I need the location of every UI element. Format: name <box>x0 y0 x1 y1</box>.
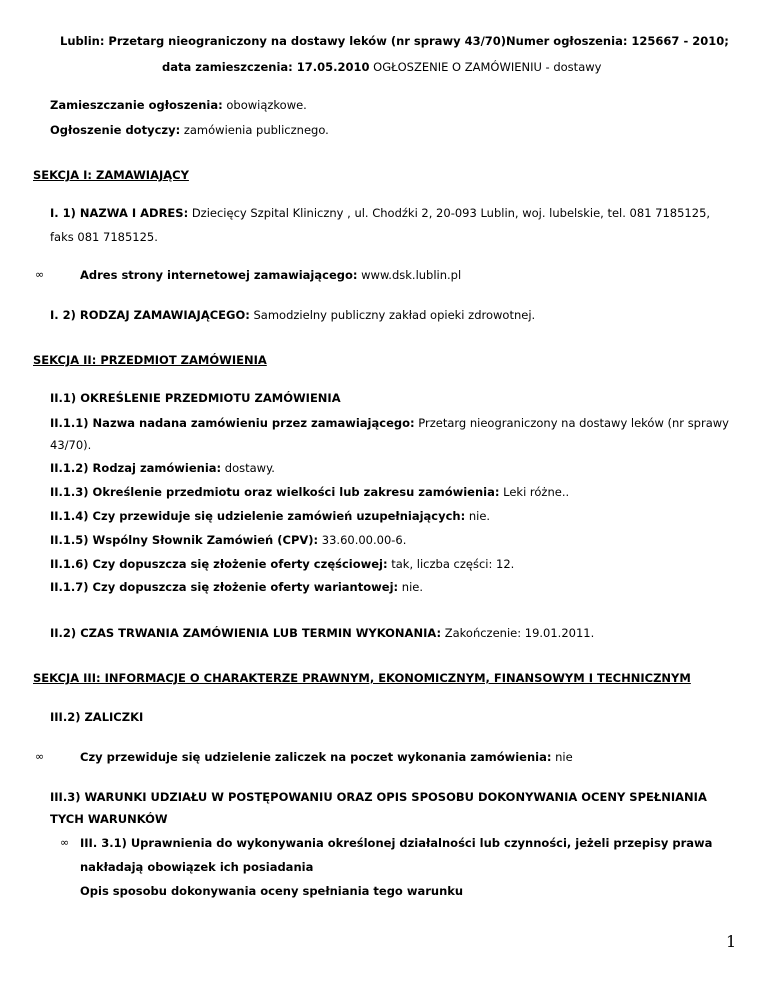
subject-item: II.1.3) Określenie przedmiotu oraz wielkości lub zakresu zamówienia: Leki różne.. <box>50 485 570 499</box>
subject-item-cont: 43/70). <box>50 438 92 452</box>
subject-item: II.1.5) Wspólny Słownik Zamówień (CPV): 33.60.00.00-6. <box>50 533 407 547</box>
condition-1-line: III. 3.1) Uprawnienia do wykonywania określonej działalności lub czynności, jeżeli przepisy prawa <box>80 836 713 850</box>
duration-line: II.2) CZAS TRWANIA ZAMÓWIENIA LUB TERMIN WYKONANIA: Zakończenie: 19.01.2011. <box>50 626 595 640</box>
page-number: 1 <box>726 932 737 951</box>
section1-heading: SEKCJA I: ZAMAWIAJĄCY <box>33 168 189 182</box>
name-address-line: I. 1) NAZWA I ADRES: Dziecięcy Szpital Kliniczny , ul. Chodźki 2, 20-093 Lublin, woj. lubelskie, tel. 081 7185125, <box>50 206 711 220</box>
condition-1-assessment: Opis sposobu dokonywania oceny spełniania tego warunku <box>80 884 464 898</box>
bullet-icon: ∞ <box>35 268 45 281</box>
subject-item: II.1.1) Nazwa nadana zamówieniu przez zamawiającego: Przetarg nieograniczony na dostawy leków (nr sprawy <box>50 416 729 430</box>
condition-1-line-2: nakładają obowiązek ich posiadania <box>80 860 314 874</box>
conditions-heading: III.3) WARUNKI UDZIAŁU W POSTĘPOWANIU ORAZ OPIS SPOSOBU DOKONYWANIA OCENY SPEŁNIANIA <box>50 790 707 804</box>
doc-title: Lublin: Przetarg nieograniczony na dostawy leków (nr sprawy 43/70)Numer ogłoszenia: 125667 - 2010; <box>60 34 729 48</box>
buyer-type-line: I. 2) RODZAJ ZAMAWIAJĄCEGO: Samodzielny publiczny zakład opieki zdrowotnej. <box>50 308 536 322</box>
subject-item: II.1.4) Czy przewiduje się udzielenie zamówień uzupełniających: nie. <box>50 509 491 523</box>
bullet-icon: ∞ <box>35 750 45 763</box>
concerns-line: Ogłoszenie dotyczy: zamówienia publicznego. <box>50 123 329 137</box>
obligatory-line: Zamieszczanie ogłoszenia: obowiązkowe. <box>50 98 307 112</box>
website-line: Adres strony internetowej zamawiającego: www.dsk.lublin.pl <box>80 268 462 282</box>
subject-item: II.1.6) Czy dopuszcza się złożenie oferty częściowej: tak, liczba części: 12. <box>50 557 515 571</box>
advances-heading: III.2) ZALICZKI <box>50 710 144 724</box>
advances-line: Czy przewiduje się udzielenie zaliczek na poczet wykonania zamówienia: nie <box>80 750 573 764</box>
subject-heading: II.1) OKREŚLENIE PRZEDMIOTU ZAMÓWIENIA <box>50 391 341 405</box>
subject-item: II.1.7) Czy dopuszcza się złożenie oferty wariantowej: nie. <box>50 580 423 594</box>
conditions-heading-cont: TYCH WARUNKÓW <box>50 812 168 826</box>
section3-heading: SEKCJA III: INFORMACJE O CHARAKTERZE PRAWNYM, EKONOMICZNYM, FINANSOWYM I TECHNICZNYM <box>33 671 691 685</box>
subject-item: II.1.2) Rodzaj zamówienia: dostawy. <box>50 461 275 475</box>
doc-subtitle: data zamieszczenia: 17.05.2010 OGŁOSZENIE O ZAMÓWIENIU - dostawy <box>162 60 602 74</box>
bullet-icon: ∞ <box>60 836 70 849</box>
name-address-line-2: faks 081 7185125. <box>50 230 158 244</box>
section2-heading: SEKCJA II: PRZEDMIOT ZAMÓWIENIA <box>33 353 267 367</box>
